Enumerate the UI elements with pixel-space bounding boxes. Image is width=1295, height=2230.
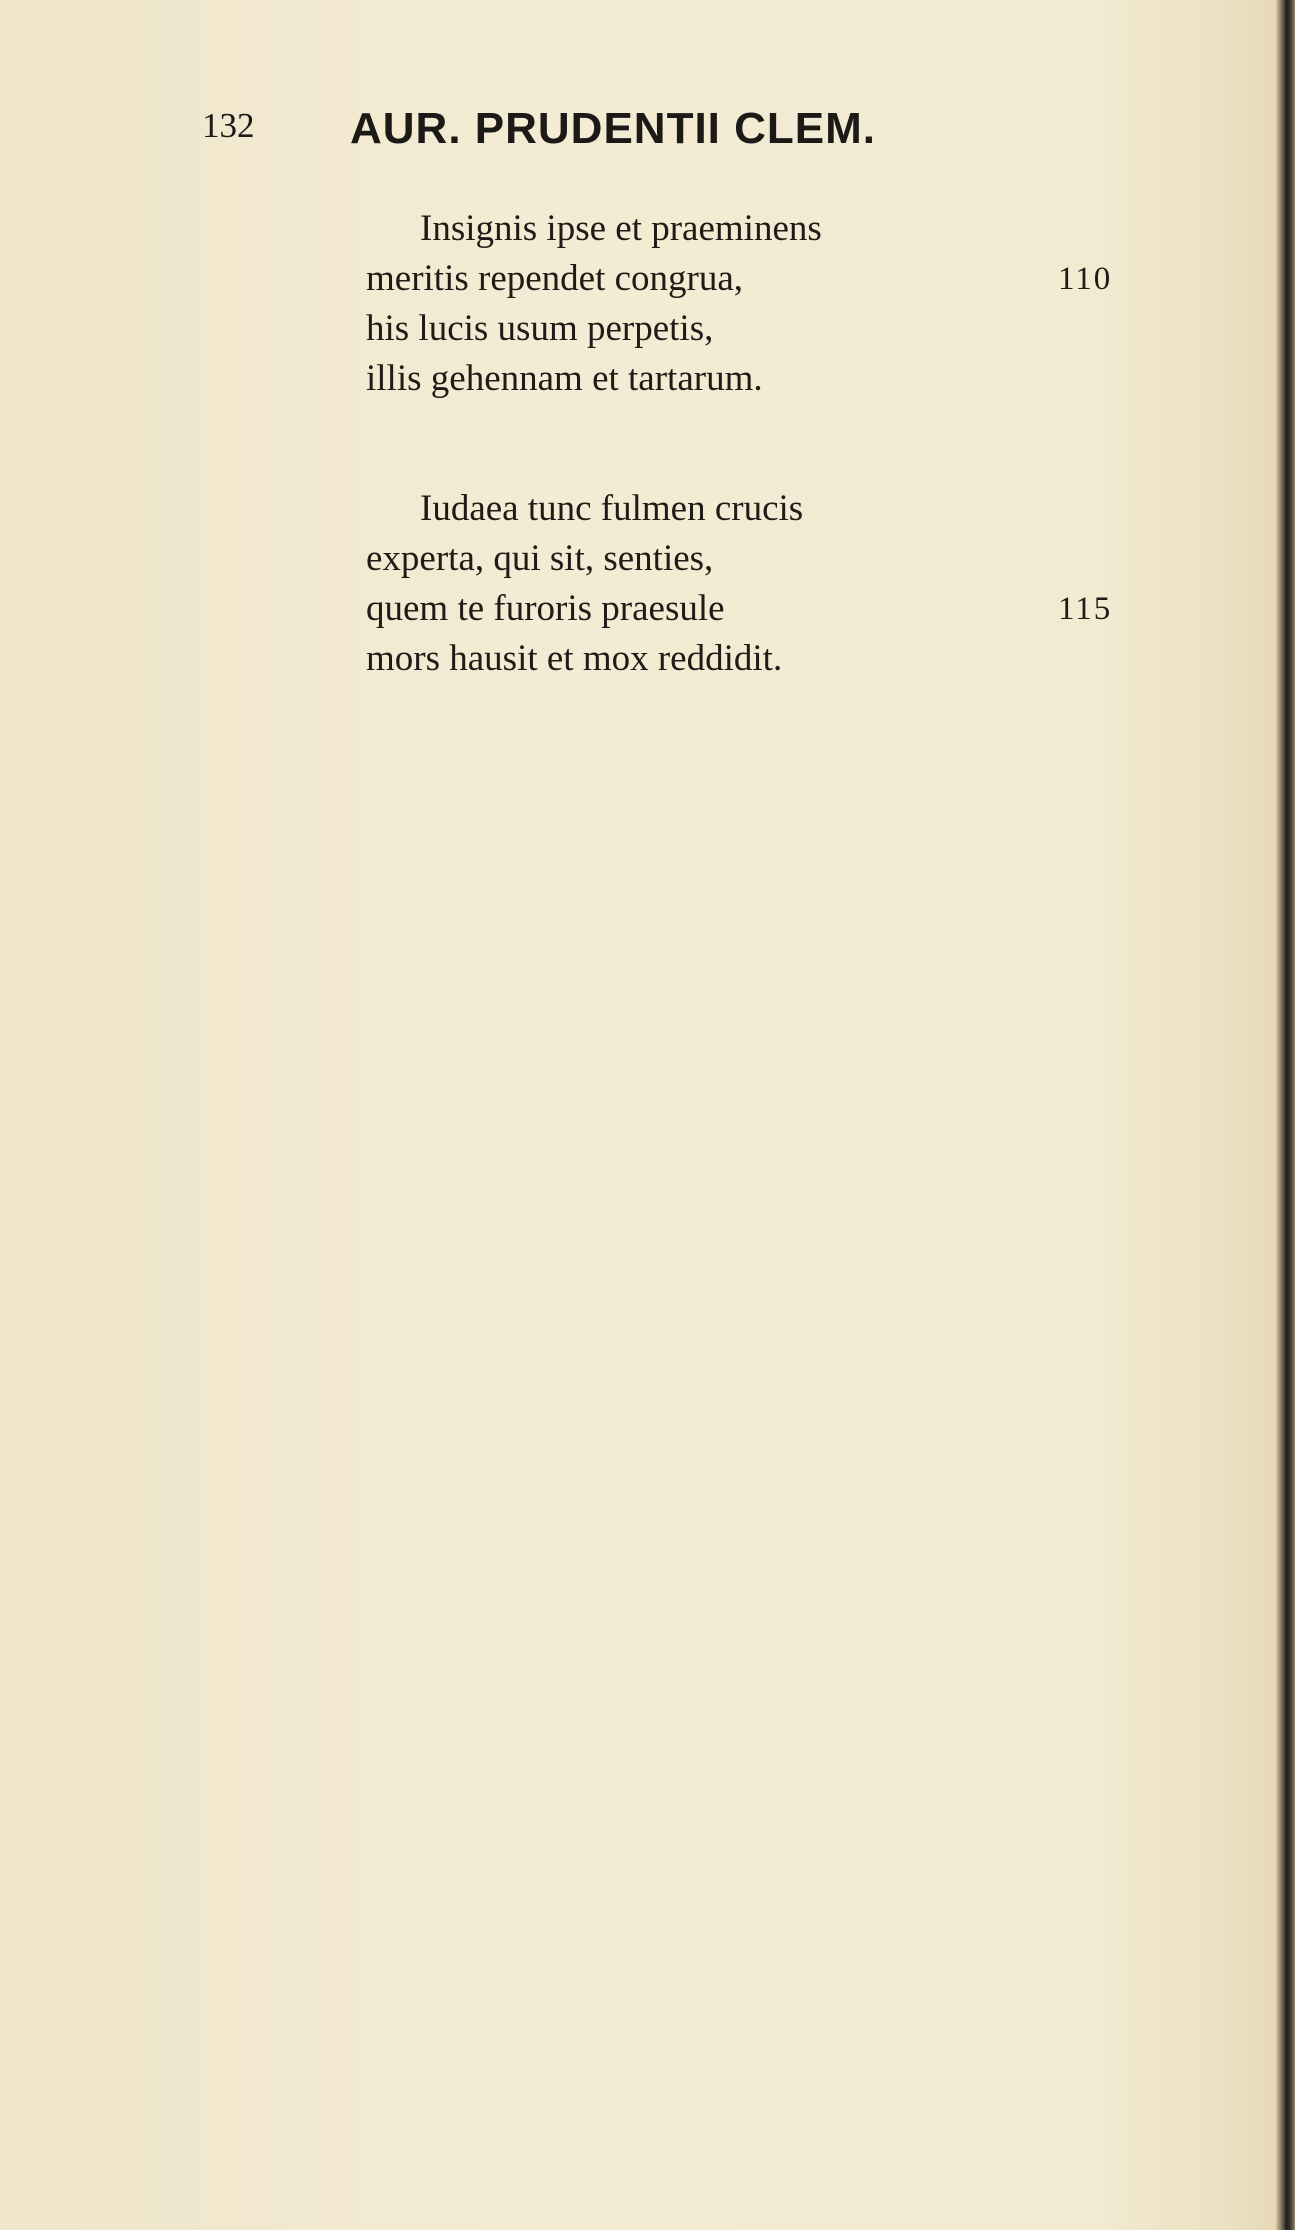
verse-line — [0, 254, 1295, 304]
verse-text: experta, qui sit, senties, — [366, 538, 714, 579]
verse-line — [0, 584, 1295, 634]
verse-text: quem te furoris praesule — [366, 588, 725, 629]
verse-line — [0, 204, 1295, 254]
verse-line — [0, 634, 1295, 684]
line-number: 115 — [1058, 591, 1113, 627]
verse-text: mors hausit et mox reddidit. — [366, 638, 783, 679]
stanza-2 — [0, 484, 1295, 684]
page-number: 132 — [202, 106, 255, 145]
verse-text: meritis rependet congrua, — [366, 258, 744, 299]
verse-line — [0, 484, 1295, 534]
page-header — [0, 104, 1295, 154]
verse-text: his lucis usum perpetis, — [366, 308, 714, 349]
page-edge-shadow — [1276, 0, 1295, 2230]
verse-line — [0, 354, 1295, 404]
verse-text: Insignis ipse et praeminens — [420, 208, 822, 249]
verse-line — [0, 304, 1295, 354]
stanza-1 — [0, 204, 1295, 404]
verse-text: Iudaea tunc fulmen crucis — [420, 488, 804, 529]
line-number: 110 — [1058, 261, 1113, 297]
running-head: AUR. PRUDENTII CLEM. — [350, 104, 876, 153]
verse-text: illis gehennam et tartarum. — [366, 358, 763, 399]
verse-line — [0, 534, 1295, 584]
